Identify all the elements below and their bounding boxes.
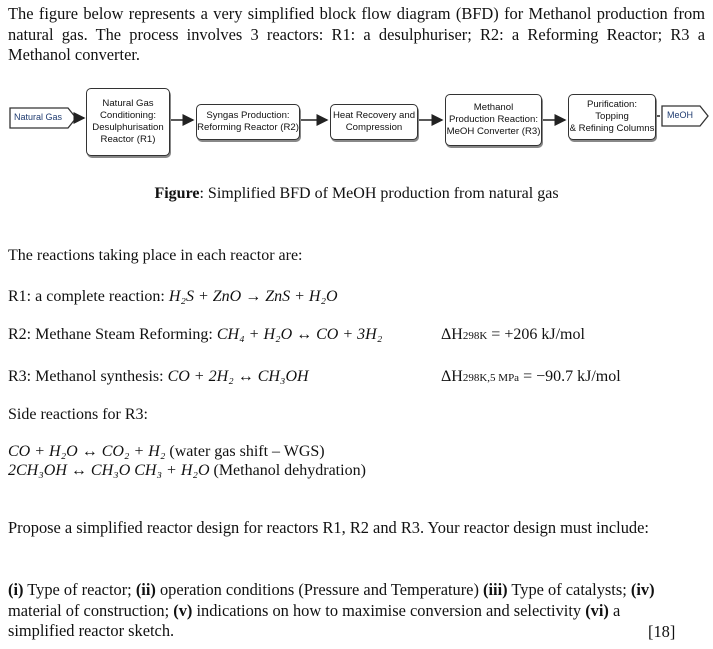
- part-num: (iv): [630, 580, 655, 599]
- block-r3-line: Methanol: [473, 102, 514, 113]
- intro-paragraph: The figure below represents a very simplified block flow diagram (BFD) for Methanol production from natural gas. The process involves 3 reactors: R1: a desulphuriser; R2: a Reforming Reactor; R3 a Methanol converter.: [8, 4, 705, 64]
- part-num: (v): [173, 600, 193, 620]
- part-text: Type of reactor;: [23, 580, 136, 599]
- block-heat-line: Heat Recovery and: [332, 110, 416, 121]
- part-num: (iii): [483, 580, 508, 599]
- figure-caption: [0, 183, 713, 204]
- input-label: Natural Gas: [14, 112, 63, 122]
- wgs-equation: CO + H₂O ↔ CO₂ + H₂: [8, 443, 166, 460]
- block-purif-line: & Refining Columns: [569, 123, 655, 134]
- r1-label: R1: a complete reaction:: [8, 288, 165, 305]
- r3-equation: CO + 2H₂ ↔ CH₃OH: [167, 368, 309, 385]
- reaction-r3: [8, 366, 309, 387]
- r2-label: R2: Methane Steam Reforming:: [8, 326, 213, 343]
- block-r3-line: MeOH Converter (R3): [446, 126, 541, 137]
- block-r2-line: Reforming Reactor (R2): [197, 122, 299, 133]
- dehydration-note: (Methanol dehydration): [213, 462, 366, 479]
- block-r3: [445, 94, 542, 146]
- r2-dh-value: = +206 kJ/mol: [487, 326, 585, 343]
- side-reaction-dehydration: [8, 460, 366, 481]
- block-r2-line: Syngas Production:: [206, 110, 290, 121]
- r3-label: R3: Methanol synthesis:: [8, 368, 164, 385]
- block-r1-line: Desulphurisation: [92, 122, 164, 133]
- r2-dh-symbol: ΔH: [441, 326, 463, 343]
- r2-dh-subscript: 298K: [462, 330, 488, 342]
- wgs-note: (water gas shift – WGS): [169, 443, 325, 460]
- part-text: material of construction;: [8, 600, 174, 620]
- part-text: a simplified reactor sketch.: [8, 600, 621, 640]
- block-r3-line: Production Reaction:: [448, 114, 539, 125]
- r1-equation: H₂S + ZnO → ZnS + H₂O: [168, 288, 338, 305]
- block-flow-diagram: [0, 80, 713, 180]
- question-intro: Propose a simplified reactor design for reactors R1, R2 and R3. Your reactor design must include:: [8, 518, 649, 537]
- caption-text: : Simplified BFD of MeOH production from natural gas: [199, 185, 559, 202]
- block-r1: [86, 88, 170, 156]
- output-label: MeOH: [667, 110, 694, 120]
- r2-enthalpy: [441, 324, 585, 347]
- r3-dh-symbol: ΔH: [441, 368, 463, 385]
- block-r1-line: Natural Gas: [102, 98, 154, 109]
- r3-dh-subscript: 298K,5 MPa: [462, 372, 520, 384]
- dehydration-equation: 2CH₃OH ↔ CH₃O CH₃ + H₂O: [8, 462, 210, 479]
- reactions-heading: The reactions taking place in each reactor are:: [8, 247, 303, 264]
- r3-dh-value: = −90.7 kJ/mol: [519, 368, 621, 385]
- reaction-r2: [8, 324, 382, 345]
- part-text: operation conditions (Pressure and Temperature): [155, 580, 484, 599]
- block-r1-line: Conditioning:: [99, 110, 156, 121]
- marks: [18]: [648, 622, 676, 641]
- side-reaction-wgs: [8, 441, 325, 462]
- r2-equation: CH₄ + H₂O ↔ CO + 3H₂: [216, 326, 383, 343]
- question-parts: [8, 580, 683, 642]
- caption-label: Figure: [154, 185, 200, 202]
- r3-enthalpy: [441, 366, 621, 389]
- part-text: Type of catalysts;: [507, 580, 631, 599]
- part-num: (vi): [585, 600, 609, 620]
- block-purification: [568, 94, 656, 140]
- part-text: indications on how to maximise conversion and selectivity: [192, 600, 586, 620]
- part-num: (ii): [135, 580, 156, 599]
- block-r1-line: Reactor (R1): [100, 134, 156, 145]
- block-purif-line: Purification: Topping: [586, 99, 638, 122]
- side-reactions-heading: Side reactions for R3:: [8, 406, 148, 423]
- block-r2: [196, 104, 300, 140]
- block-heat-recovery: [330, 104, 418, 140]
- reaction-r1: [8, 286, 338, 307]
- block-heat-line: Compression: [345, 122, 403, 133]
- part-num: (i): [8, 580, 24, 599]
